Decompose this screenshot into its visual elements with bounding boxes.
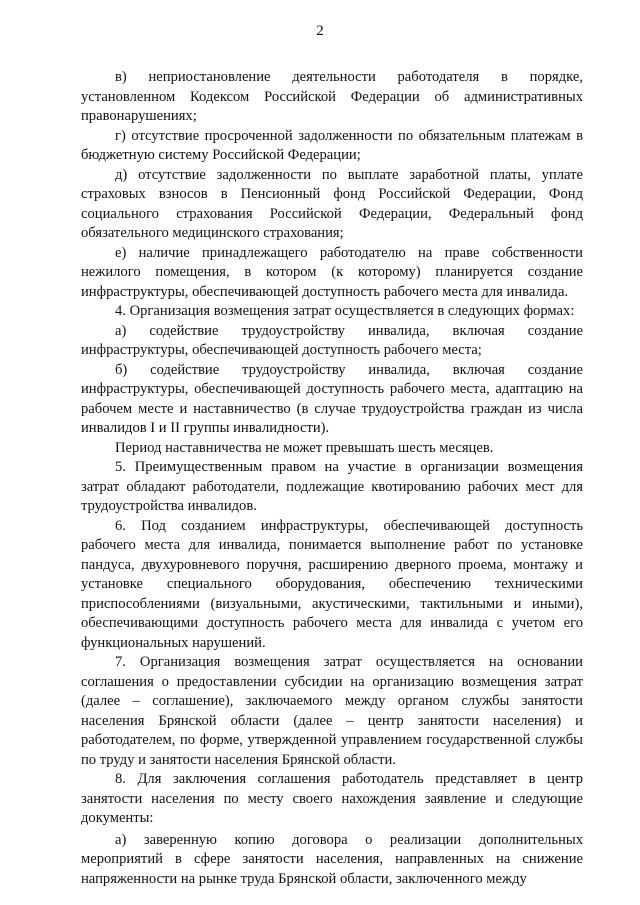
paragraph-mentoring-period: Период наставничества не может превышать шесть месяцев.	[115, 439, 494, 456]
paragraph-item-v: в) неприостановление деятельности работодателя в порядке, установленном Кодексом Российской Федерации об административных правонарушениях;	[81, 69, 583, 124]
paragraph-item-e: е) наличие принадлежащего работодателю на праве собственности нежилого помещения, в котором (к которому) планируется создание инфраструктуры, обеспечивающей доступность рабочего места для инвалида.	[81, 244, 583, 300]
paragraph-clause-8: 8. Для заключения соглашения работодатель представляет в центр занятости населения по месту своего нахождения заявление и следующие документы:	[81, 771, 583, 826]
paragraph-item-d: д) отсутствие задолженности по выплате заработной платы, уплате страховых взносов в Пенсионный фонд Российской Федерации, Фонд социального страхования Российской Федерации, Федеральный фонд обязательного медицинского страхования;	[81, 166, 583, 241]
paragraph-item-a-contract: а) заверенную копию договора о реализации дополнительных мероприятий в сфере занятости населения, направленных на снижение напряженности на рынке труда Брянской области, заключенного между	[81, 831, 583, 887]
paragraph-clause-7: 7. Организация возмещения затрат осуществляется на основании соглашения о предоставлении субсидии на организацию возмещения затрат (далее – соглашение), заключаемого между органом службы занятости населения Брянской области (далее – центр занятости населения) и работодателем, по форме, утвержденной управлением государственной службы по труду и занятости населения Брянской области.	[81, 654, 583, 768]
paragraph-clause-4: 4. Организация возмещения затрат осуществляется в следующих формах:	[115, 303, 575, 319]
paragraph-clause-5: 5. Преимущественным правом на участие в организации возмещения затрат обладают работодатели, подлежащие квотированию рабочих мест для трудоустройства инвалидов.	[81, 459, 583, 514]
document-body	[81, 68, 583, 889]
paragraph-clause-6: 6. Под созданием инфраструктуры, обеспечивающей доступность рабочего места для инвалида, понимается выполнение работ по установке пандуса, двухуровневого поручня, расширению дверного проема, монтажу и установке специального оборудования, обеспечению техническими приспособлениями (визуальными, акустическими, тактильными и иными), обеспечивающими доступность рабочего места для инвалида с учетом его функциональных нарушений.	[81, 517, 583, 651]
paragraph-item-g: г) отсутствие просроченной задолженности по обязательным платежам в бюджетную систему Российской Федерации;	[81, 127, 583, 163]
paragraph-item-b: б) содействие трудоустройству инвалида, включая создание инфраструктуры, обеспечивающей доступность рабочего места, адаптацию на рабочем месте и наставничество (в случае трудоустройства граждан из числа инвалидов I и II группы инвалидности).	[81, 361, 583, 436]
paragraph-item-a: а) содействие трудоустройству инвалида, включая создание инфраструктуры, обеспечивающей доступность рабочего места;	[81, 322, 583, 358]
page-number: 2	[316, 23, 324, 39]
